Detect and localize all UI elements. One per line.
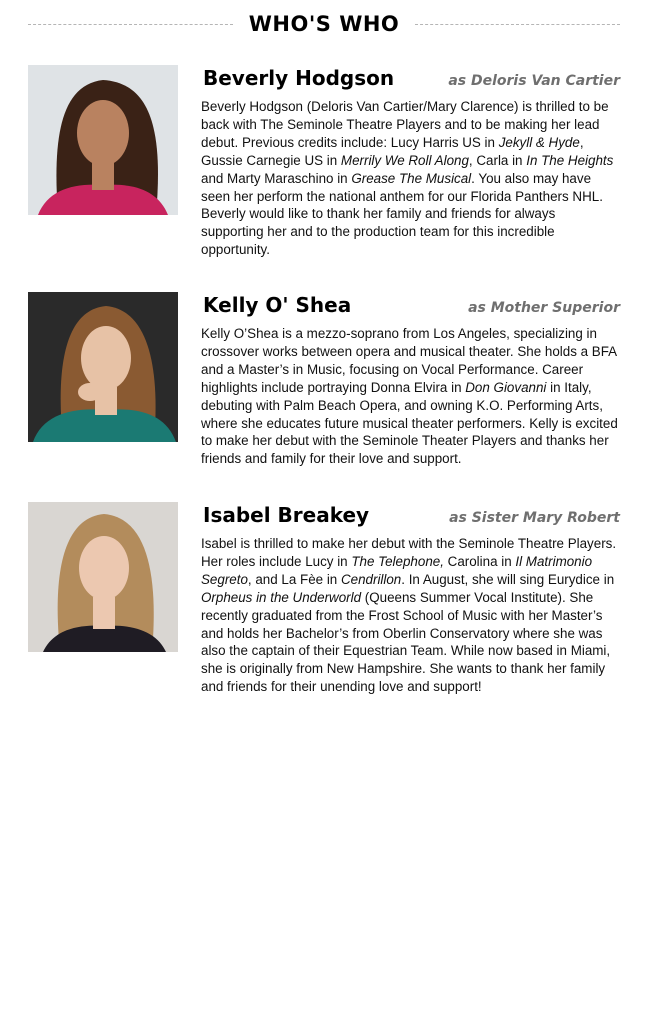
bio-text: Isabel is thrilled to make her debut with the Seminole Theatre Players. Her roles include Lucy in The Telephone, Carolina in Il Matrimonio Segreto, and La Fèe in Cendrillon. In August, she will sing Eurydice in Orpheus in the Underworld (Queens Summer Vocal Institute). She recently graduated from the Frost School of Music with her Master’s and holds her Bachelor’s from Oberlin Conservatory where she was also the captain of their Equestrian Team. While now based in Miami, she is originally from New Hampshire. She wants to thank her family and friends for their unending love and support!: [201, 536, 617, 695]
bio-text: Kelly O’Shea is a mezzo-soprano from Los Angeles, specializing in crossover works between opera and musical theater. She holds a BFA and a Master’s in Music, focusing on Vocal Performance. Career highlights include portraying Donna Elvira in Don Giovanni in Italy, debuting with Palm Beach Opera, and owning K.O. Performing Arts, where she educates future musical theater performers. Kelly is excited to make her debut with the Seminole Theater Players and thanks her friends and family for their love and support.: [201, 326, 618, 467]
headshot-photo: [28, 292, 178, 442]
header-rule-right: [415, 24, 620, 25]
show-title: Jekyll & Hyde: [498, 134, 580, 150]
show-title: Il Matrimonio Segreto: [201, 553, 593, 587]
role-name: as Deloris Van Cartier: [448, 73, 620, 89]
headshot-photo: [28, 65, 178, 215]
headshot-photo: [28, 502, 178, 652]
show-title: Cendrillon: [340, 571, 402, 587]
show-title: Orpheus in the Underworld: [201, 589, 362, 605]
performer-name: Kelly O' Shea: [203, 293, 352, 317]
role-name: as Sister Mary Robert: [449, 510, 620, 526]
show-title: Don Giovanni: [465, 379, 547, 395]
page-title: WHO'S WHO: [248, 12, 400, 36]
show-title: The Telephone,: [351, 553, 444, 569]
header-rule-left: [28, 24, 233, 25]
headshot-image: [28, 502, 178, 652]
role-name: as Mother Superior: [468, 300, 620, 316]
headshot-image: [28, 292, 178, 442]
page-header: [28, 8, 620, 40]
show-title: In The Heights: [526, 152, 614, 168]
show-title: Grease The Musical: [351, 170, 472, 186]
performer-name: Beverly Hodgson: [203, 66, 395, 90]
headshot-image: [28, 65, 178, 215]
show-title: Merrily We Roll Along: [340, 152, 469, 168]
bio-text: Beverly Hodgson (Deloris Van Cartier/Mary Clarence) is thrilled to be back with The Seminole Theatre Players and to be making her lead debut. Previous credits include: Lucy Harris US in Jekyll & Hyde, Gussie Carnegie US in Merrily We Roll Along, Carla in In The Heights and Marty Maraschino in Grease The Musical. You also may have seen her perform the national anthem for our Florida Panthers NHL. Beverly would like to thank her family and friends for always supporting her and to the production team for this incredible opportunity.: [201, 99, 614, 258]
performer-name: Isabel Breakey: [203, 503, 370, 527]
